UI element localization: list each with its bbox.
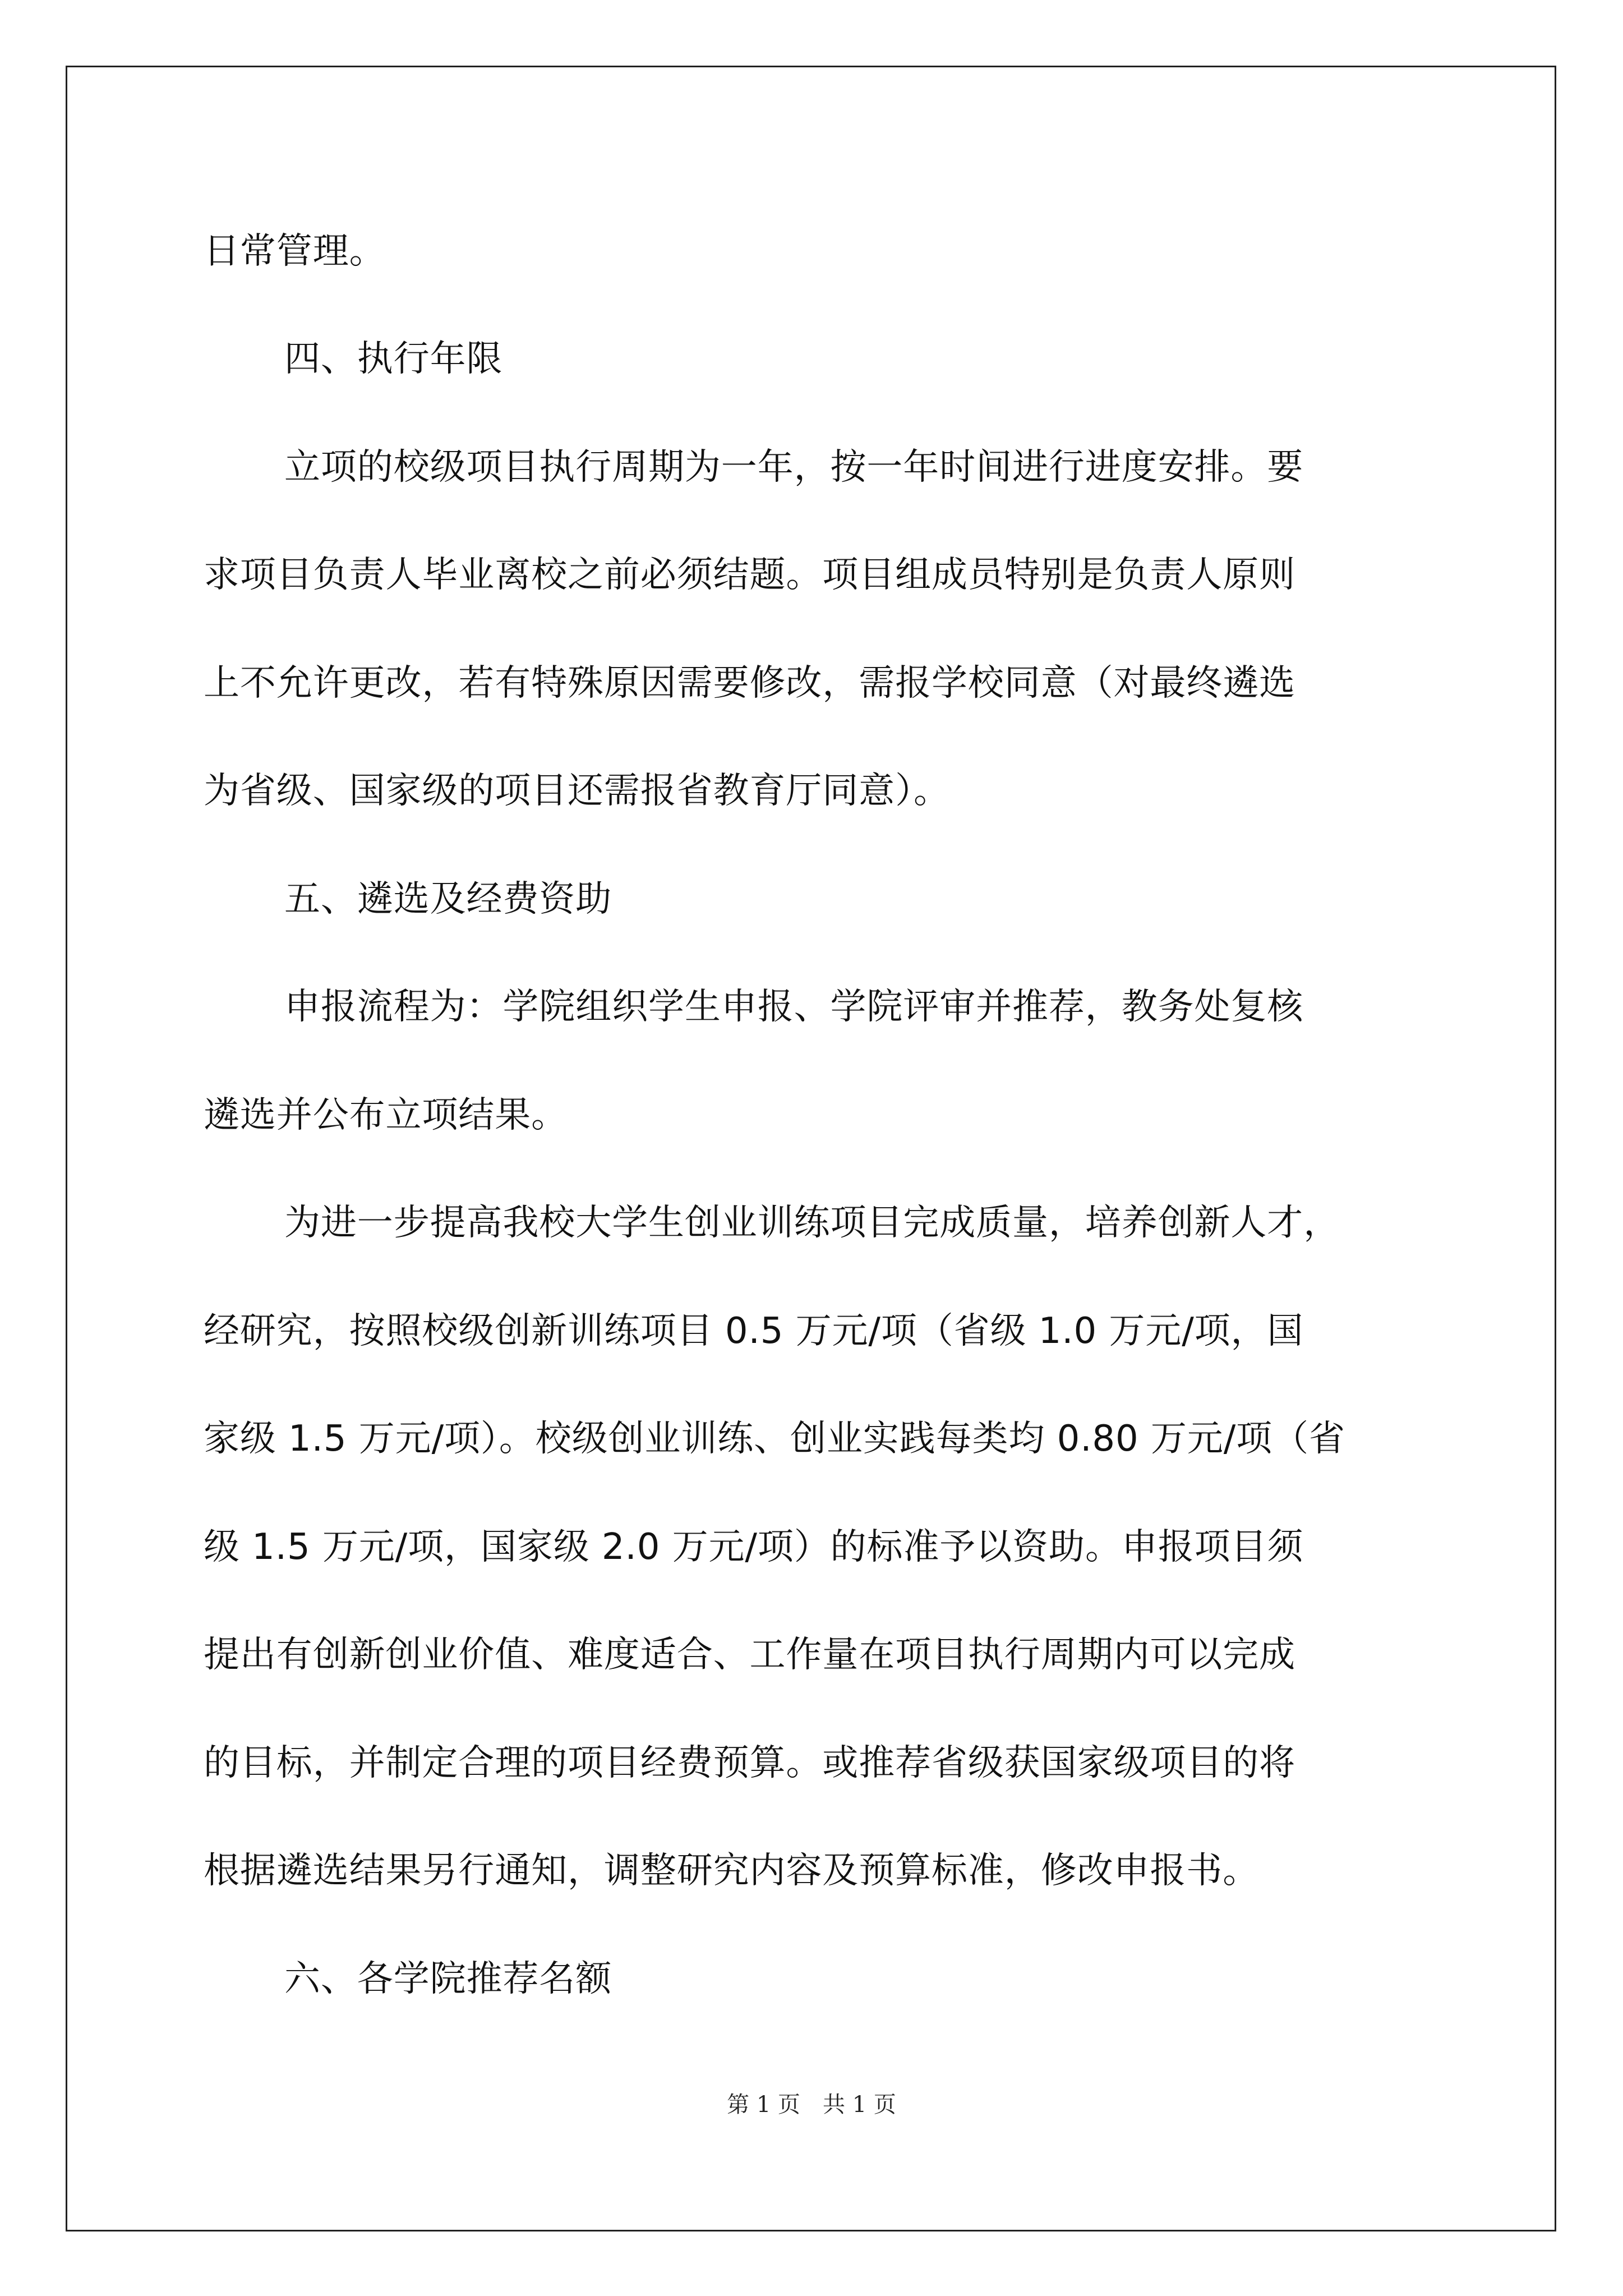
paragraph-line: 为进一步提高我校大学生创业训练项目完成质量，培养创新人才， [284,1202,1340,1244]
paragraph-line: 为省级、国家级的项目还需报省教育厅同意）。 [204,770,950,812]
paragraph-line: 级 1.5 万元/项，国家级 2.0 万元/项）的标准予以资助。申报项目须 [204,1526,1304,1568]
paragraph-line: 遴选并公布立项结果。 [204,1094,568,1136]
paragraph-line: 家级 1.5 万元/项）。校级创业训练、创业实践每类均 0.80 万元/项（省 [204,1418,1345,1460]
paragraph-line: 经研究，按照校级创新训练项目 0.5 万元/项（省级 1.0 万元/项，国 [204,1310,1304,1352]
page-border [66,66,1556,2231]
section-heading-4: 四、执行年限 [284,338,503,380]
paragraph-line: 上不允许更改，若有特殊原因需要修改，需报学校同意（对最终遴选 [204,662,1295,704]
paragraph-line: 日常管理。 [204,231,386,272]
paragraph-line: 提出有创新创业价值、难度适合、工作量在项目执行周期内可以完成 [204,1634,1295,1676]
page-number-footer: 第 1 页 共 1 页 [727,2092,896,2118]
paragraph-line: 根据遴选结果另行通知，调整研究内容及预算标准，修改申报书。 [204,1850,1260,1892]
paragraph-line: 立项的校级项目执行周期为一年，按一年时间进行进度安排。要 [284,447,1304,488]
paragraph-line: 申报流程为：学院组织学生申报、学院评审并推荐，教务处复核 [284,986,1304,1028]
section-heading-5: 五、遴选及经费资助 [284,878,612,920]
paragraph-line: 的目标，并制定合理的项目经费预算。或推荐省级获国家级项目的将 [204,1742,1295,1784]
paragraph-line: 求项目负责人毕业离校之前必须结题。项目组成员特别是负责人原则 [204,554,1295,596]
section-heading-6: 六、各学院推荐名额 [284,1958,612,2000]
